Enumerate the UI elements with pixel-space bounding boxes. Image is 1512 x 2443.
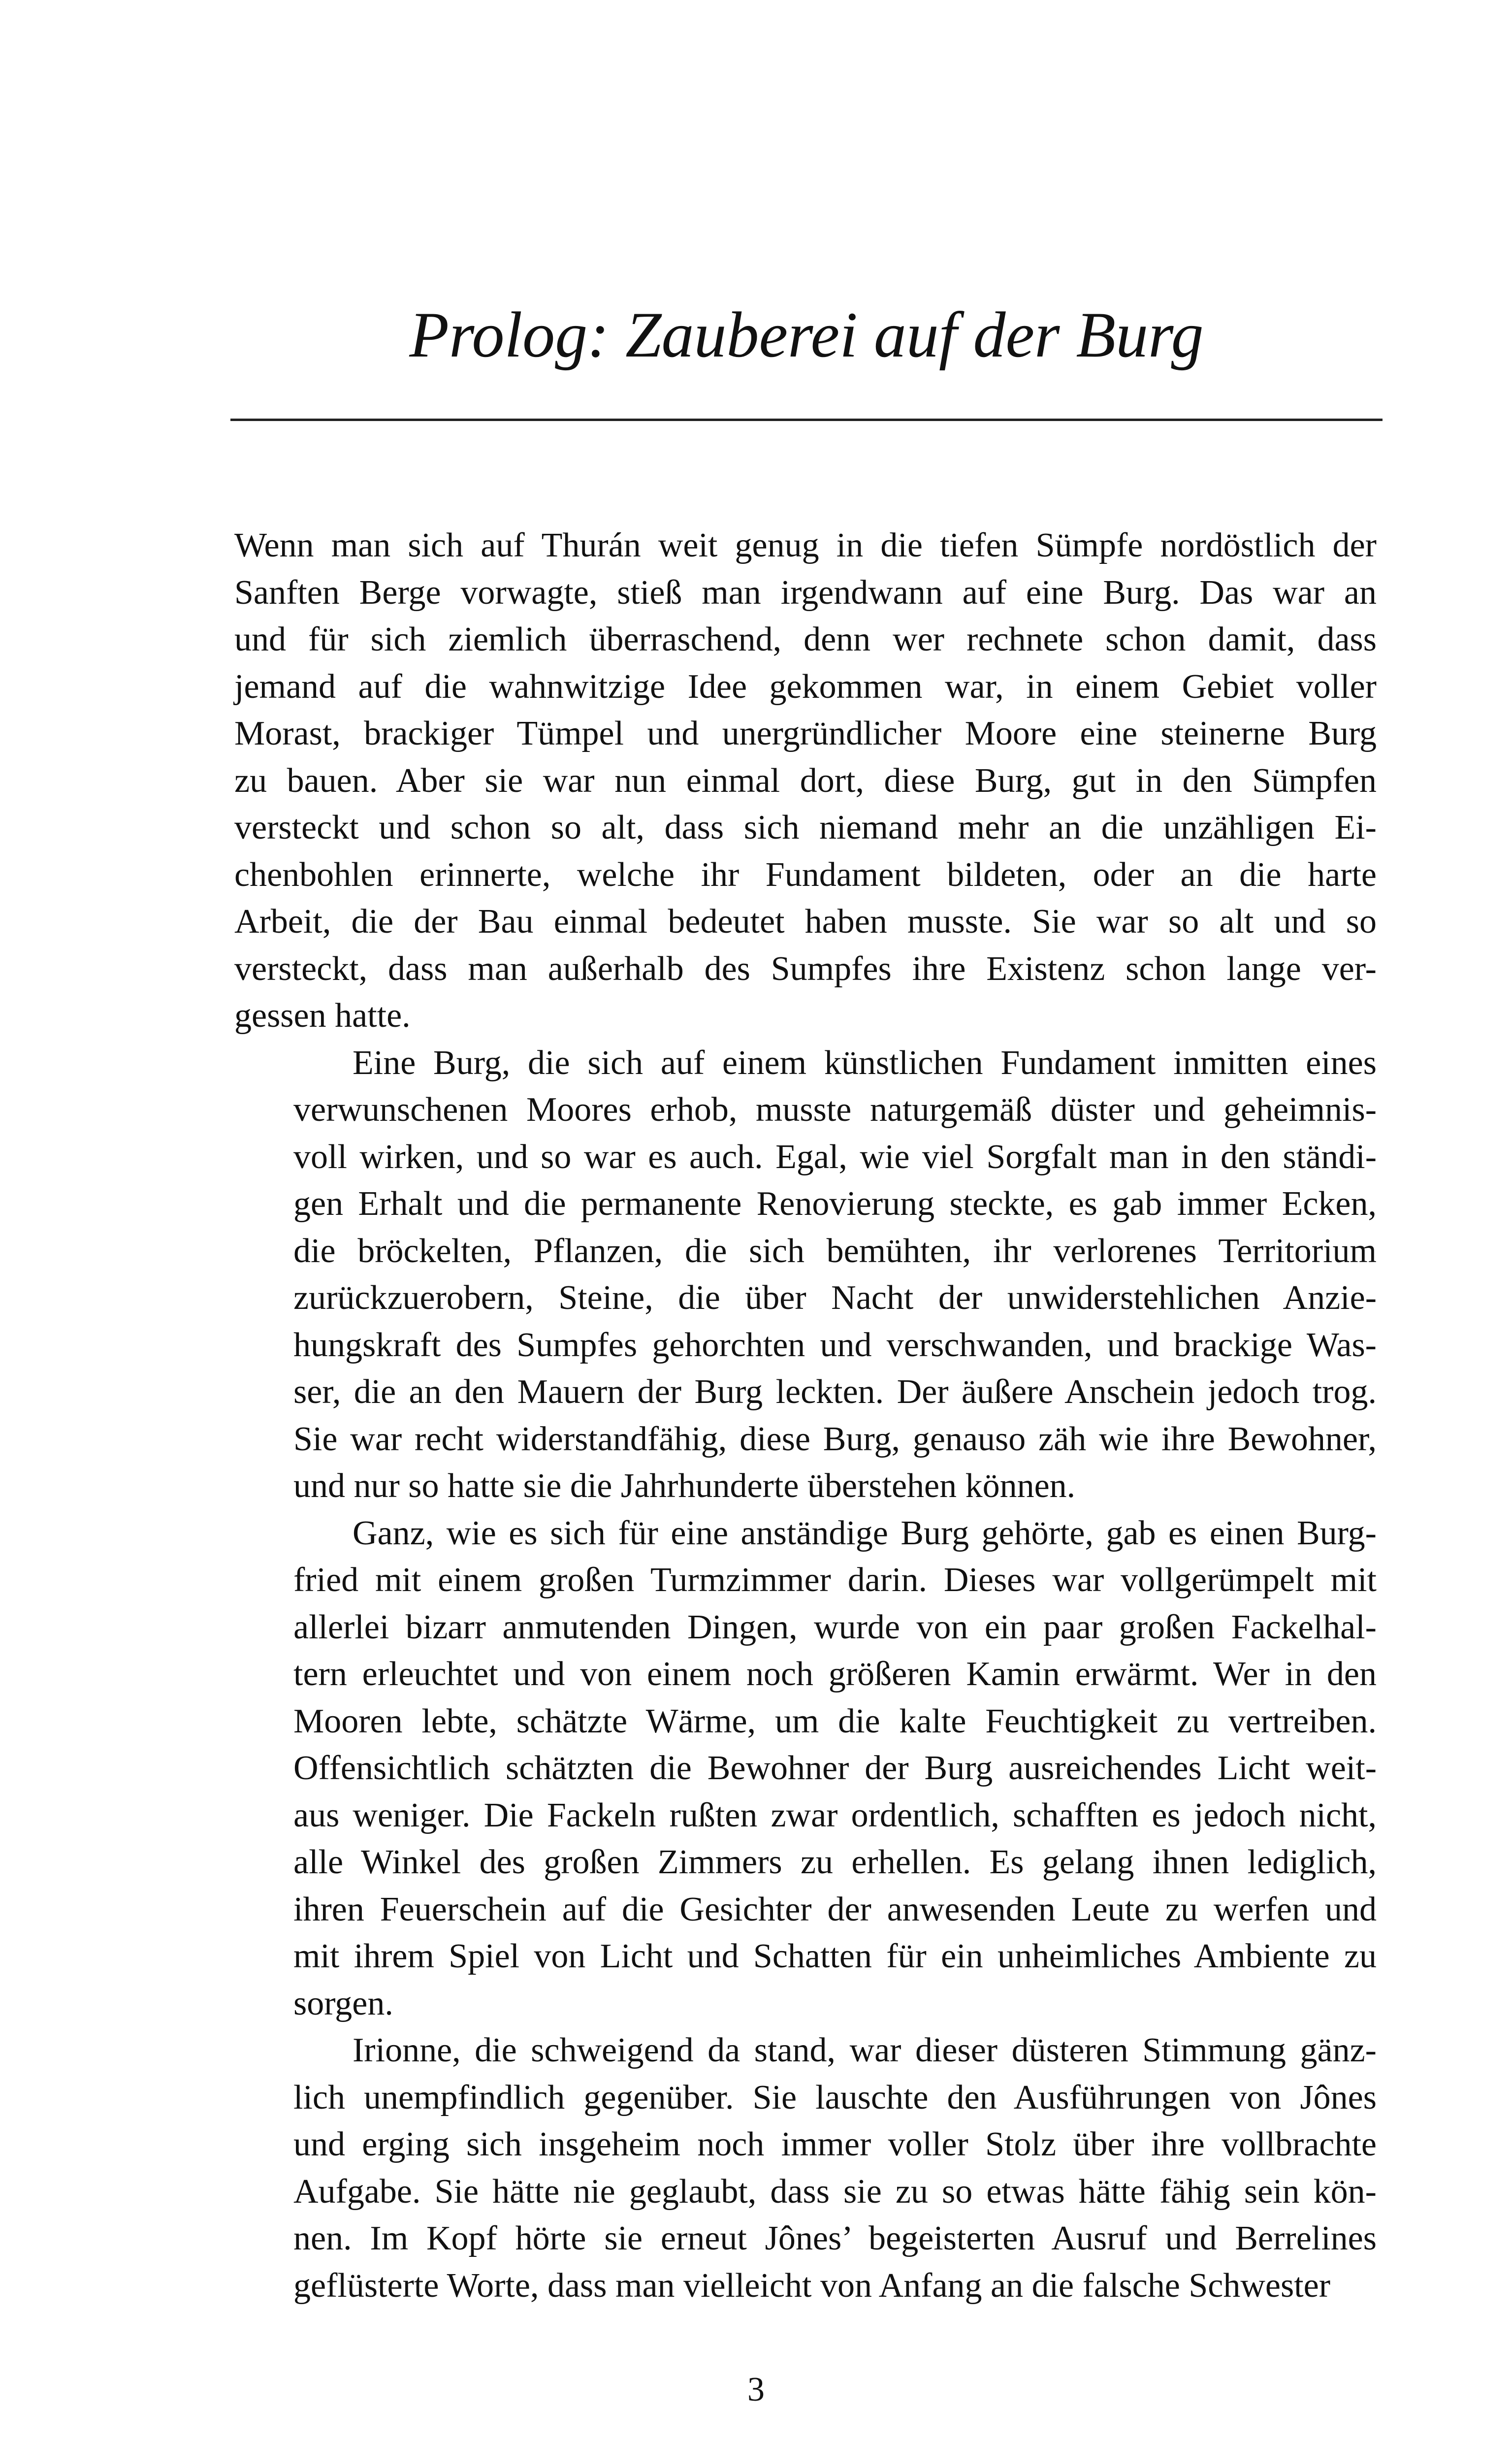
text-line: Sie war recht widerstandfähig, diese Burg, genauso zäh wie ihre Bewohner, bbox=[293, 1420, 1377, 1458]
paragraph bbox=[234, 2027, 1377, 2309]
text-line: Mooren lebte, schätzte Wärme, um die kalte Feuchtigkeit zu vertreiben. bbox=[293, 1702, 1377, 1740]
text-line: mit ihrem Spiel von Licht und Schatten für ein unheimliches Ambiente zu bbox=[293, 1937, 1377, 1975]
text-line: alle Winkel des großen Zimmers zu erhellen. Es gelang ihnen lediglich, bbox=[293, 1843, 1377, 1881]
title-divider bbox=[230, 419, 1383, 421]
text-line: Wenn man sich auf Thurán weit genug in die tiefen Sümpfe nordöstlich der bbox=[234, 526, 1377, 564]
text-line: Eine Burg, die sich auf einem künstlichen Fundament inmitten eines bbox=[353, 1043, 1377, 1082]
text-line: sorgen. bbox=[293, 1984, 393, 2022]
text-line: chenbohlen erinnerte, welche ihr Fundament bildeten, oder an die harte bbox=[234, 855, 1377, 894]
text-line: zu bauen. Aber sie war nun einmal dort, diese Burg, gut in den Sümpfen bbox=[234, 761, 1377, 800]
text-line: aus weniger. Die Fackeln rußten zwar ordentlich, schafften es jedoch nicht, bbox=[293, 1796, 1377, 1834]
text-line: versteckt, dass man außerhalb des Sumpfes ihre Existenz schon lange ver- bbox=[234, 949, 1377, 988]
text-line: Morast, brackiger Tümpel und unergründlicher Moore eine steinerne Burg bbox=[234, 715, 1377, 752]
text-line: Ganz, wie es sich für eine anständige Burg gehörte, gab es einen Burg- bbox=[353, 1514, 1377, 1552]
text-line: Arbeit, die der Bau einmal bedeutet haben musste. Sie war so alt und so bbox=[234, 903, 1377, 941]
text-line: Aufgabe. Sie hätte nie geglaubt, dass sie zu so etwas hätte fähig sein kön- bbox=[293, 2172, 1377, 2211]
text-line: ihren Feuerschein auf die Gesichter der anwesenden Leute zu werfen und bbox=[293, 1890, 1377, 1928]
text-line: Sanften Berge vorwagte, stieß man irgendwann auf eine Burg. Das war an bbox=[234, 573, 1377, 612]
text-line: tern erleuchtet und von einem noch größeren Kamin erwärmt. Wer in den bbox=[293, 1655, 1377, 1693]
text-line: versteckt und schon so alt, dass sich niemand mehr an die unzähligen Ei- bbox=[234, 809, 1377, 847]
text-line: und für sich ziemlich überraschend, denn wer rechnete schon damit, dass bbox=[234, 620, 1377, 658]
text-line: lich unempfindlich gegenüber. Sie lauschte den Ausführungen von Jônes bbox=[293, 2078, 1377, 2117]
text-line: und erging sich insgeheim noch immer voller Stolz über ihre vollbrachte bbox=[293, 2125, 1377, 2163]
text-line: hungskraft des Sumpfes gehorchten und verschwanden, und brackige Was- bbox=[293, 1326, 1377, 1364]
text-line: geflüsterte Worte, dass man vielleicht von Anfang an die falsche Schwester bbox=[293, 2266, 1331, 2305]
text-line: jemand auf die wahnwitzige Idee gekommen war, in einem Gebiet voller bbox=[234, 667, 1377, 706]
body-text bbox=[234, 522, 1377, 2309]
text-line: gen Erhalt und die permanente Renovierung steckte, es gab immer Ecken, bbox=[293, 1185, 1377, 1223]
paragraph bbox=[234, 522, 1377, 1040]
text-line: ser, die an den Mauern der Burg leckten. Der äußere Anschein jedoch trog. bbox=[293, 1373, 1377, 1411]
text-line: nen. Im Kopf hörte sie erneut Jônes’ begeisterten Ausruf und Berrelines bbox=[293, 2219, 1377, 2257]
text-line: Offensichtlich schätzten die Bewohner der Burg ausreichendes Licht weit- bbox=[293, 1749, 1377, 1787]
text-line: gessen hatte. bbox=[234, 997, 411, 1035]
text-line: Irionne, die schweigend da stand, war dieser düsteren Stimmung gänz- bbox=[353, 2031, 1377, 2069]
paragraph bbox=[234, 1510, 1377, 2027]
page-number: 3 bbox=[747, 2371, 765, 2409]
text-line: und nur so hatte sie die Jahrhunderte überstehen können. bbox=[293, 1467, 1076, 1505]
text-line: voll wirken, und so war es auch. Egal, wie viel Sorgfalt man in den ständi- bbox=[293, 1138, 1377, 1176]
text-line: die bröckelten, Pflanzen, die sich bemühten, ihr verlorenes Territorium bbox=[293, 1232, 1377, 1270]
text-line: verwunschenen Moores erhob, musste naturgemäß düster und geheimnis- bbox=[293, 1091, 1377, 1129]
text-line: zurückzuerobern, Steine, die über Nacht der unwiderstehlichen Anzie- bbox=[293, 1279, 1377, 1317]
text-line: allerlei bizarr anmutenden Dingen, wurde von ein paar großen Fackelhal- bbox=[293, 1608, 1377, 1646]
text-line: fried mit einem großen Turmzimmer darin. Dieses war vollgerümpelt mit bbox=[293, 1561, 1377, 1599]
chapter-title: Prolog: Zauberei auf der Burg bbox=[409, 298, 1204, 371]
paragraph bbox=[234, 1040, 1377, 1510]
